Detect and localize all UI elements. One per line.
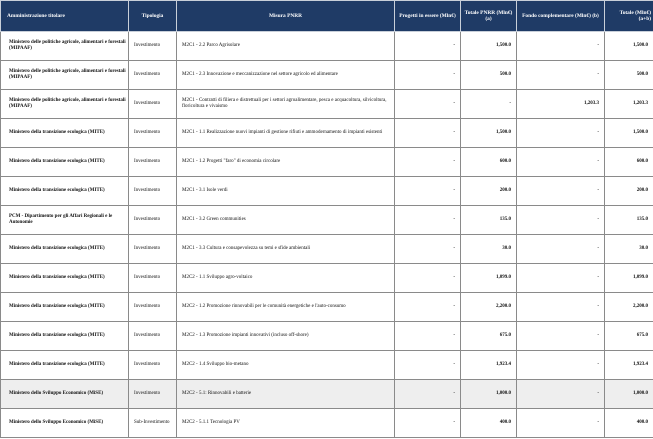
cell-fondo-complementare: - [517, 61, 605, 90]
header-tipologia: Tipologia [129, 1, 177, 32]
cell-progetti: - [395, 264, 461, 293]
table-row [1, 148, 653, 177]
cell-misura: M2C2 - 1.1 Sviluppo agro-voltaico [177, 264, 395, 293]
cell-amministrazione: Ministero delle politiche agricole, alimentari e forestali (MIPAAF) [1, 90, 129, 119]
cell-totale: 1,000.0 [605, 380, 653, 409]
cell-totale-pnrr: 30.0 [461, 235, 517, 264]
cell-totale: 1,099.0 [605, 264, 653, 293]
table-row [1, 61, 653, 90]
cell-progetti: - [395, 177, 461, 206]
cell-totale: 200.0 [605, 177, 653, 206]
header-fondo-complementare: Fondo complementare (Mln€) (b) [517, 1, 605, 32]
cell-fondo-complementare: - [517, 380, 605, 409]
cell-tipologia: Investimento [129, 206, 177, 235]
cell-fondo-complementare: - [517, 148, 605, 177]
cell-totale-pnrr: 135.0 [461, 206, 517, 235]
cell-progetti: - [395, 119, 461, 148]
cell-totale: 135.0 [605, 206, 653, 235]
cell-tipologia: Investimento [129, 32, 177, 61]
cell-totale-pnrr: 2,200.0 [461, 293, 517, 322]
cell-amministrazione: Ministero delle politiche agricole, alimentari e forestali (MIPAAF) [1, 32, 129, 61]
cell-progetti: - [395, 148, 461, 177]
cell-amministrazione: Ministero delle politiche agricole, alimentari e forestali (MIPAAF) [1, 61, 129, 90]
cell-tipologia: Investimento [129, 90, 177, 119]
cell-totale-pnrr: 1,500.0 [461, 119, 517, 148]
cell-totale-pnrr: 1,099.0 [461, 264, 517, 293]
table-row [1, 264, 653, 293]
cell-amministrazione: Ministero della transizione ecologica (MITE) [1, 177, 129, 206]
cell-tipologia: Investimento [129, 293, 177, 322]
cell-fondo-complementare: - [517, 264, 605, 293]
cell-progetti: - [395, 235, 461, 264]
cell-fondo-complementare: - [517, 293, 605, 322]
table-row [1, 206, 653, 235]
table-row [1, 177, 653, 206]
header-totale-pnrr: Totale PNRR (Mln€) (a) [461, 1, 517, 32]
cell-totale: 1,500.0 [605, 119, 653, 148]
cell-totale-pnrr: 1,000.0 [461, 380, 517, 409]
cell-totale-pnrr: 200.0 [461, 177, 517, 206]
cell-totale: 600.0 [605, 148, 653, 177]
cell-fondo-complementare: - [517, 32, 605, 61]
cell-totale-pnrr: 1,923.4 [461, 351, 517, 380]
cell-misura: M2C2 - 1.3 Promozione impianti innovativi (incluso off-shore) [177, 322, 395, 351]
header-progetti: Progetti in essere (Mln€) [395, 1, 461, 32]
cell-misura: M2C2 - 5.1: Rinnovabili e batterie [177, 380, 395, 409]
cell-totale: 400.0 [605, 409, 653, 438]
cell-tipologia: Investimento [129, 148, 177, 177]
table-row [1, 90, 653, 119]
table-row [1, 293, 653, 322]
cell-amministrazione: Ministero della transizione ecologica (MITE) [1, 148, 129, 177]
cell-fondo-complementare: - [517, 409, 605, 438]
header-amministrazione: Amministrazione titolare [1, 1, 129, 32]
cell-progetti: - [395, 293, 461, 322]
cell-progetti: - [395, 409, 461, 438]
cell-tipologia: Investimento [129, 61, 177, 90]
cell-misura: M2C2 - 1.2 Promozione rinnovabili per le comunità energetiche e l'auto-consumo [177, 293, 395, 322]
cell-tipologia: Sub-Investimento [129, 409, 177, 438]
cell-totale: 1,923.4 [605, 351, 653, 380]
cell-fondo-complementare: - [517, 177, 605, 206]
cell-misura: M2C2 - 1.4 Sviluppo bio-metano [177, 351, 395, 380]
cell-tipologia: Investimento [129, 322, 177, 351]
cell-amministrazione: PCM - Dipartimento per gli Affari Regionali e le Autonomie [1, 206, 129, 235]
cell-progetti: - [395, 206, 461, 235]
cell-amministrazione: Ministero della transizione ecologica (MITE) [1, 119, 129, 148]
cell-totale: 2,200.0 [605, 293, 653, 322]
cell-misura: M2C1 - Contratti di filiera e distrettuali per i settori agroalimentare, pesca e acquacoltura, silvicoltura, floricoltura e vivaismo [177, 90, 395, 119]
cell-misura: M2C2 - 5.1.1 Tecnologia PV [177, 409, 395, 438]
cell-fondo-complementare: - [517, 235, 605, 264]
cell-progetti: - [395, 61, 461, 90]
cell-tipologia: Investimento [129, 264, 177, 293]
cell-misura: M2C1 - 3.3 Cultura e consapevolezza su temi e sfide ambientali [177, 235, 395, 264]
cell-amministrazione: Ministero dello Sviluppo Economico (MiSE) [1, 380, 129, 409]
header-misura: Misura PNRR [177, 1, 395, 32]
cell-totale: 1,203.3 [605, 90, 653, 119]
cell-fondo-complementare: - [517, 351, 605, 380]
cell-totale-pnrr: 500.0 [461, 61, 517, 90]
cell-fondo-complementare: - [517, 119, 605, 148]
cell-amministrazione: Ministero della transizione ecologica (MITE) [1, 264, 129, 293]
table-row [1, 119, 653, 148]
header-totale: Totale (Mln€) (a+b) [605, 1, 653, 32]
cell-progetti: - [395, 380, 461, 409]
table-body [1, 32, 653, 438]
cell-amministrazione: Ministero della transizione ecologica (MITE) [1, 322, 129, 351]
cell-totale-pnrr: - [461, 90, 517, 119]
cell-tipologia: Investimento [129, 119, 177, 148]
cell-fondo-complementare: - [517, 322, 605, 351]
cell-progetti: - [395, 32, 461, 61]
table-row [1, 380, 653, 409]
cell-misura: M2C1 - 1.1 Realizzazione nuovi impianti di gestione rifiuti e ammodernamento di impianti esistenti [177, 119, 395, 148]
cell-misura: M2C1 - 1.2 Progetti "faro" di economia circolare [177, 148, 395, 177]
table-row [1, 351, 653, 380]
cell-totale-pnrr: 675.0 [461, 322, 517, 351]
cell-totale-pnrr: 400.0 [461, 409, 517, 438]
cell-misura: M2C1 - 2.3 Innovazione e meccanizzazione nel settore agricolo ed alimentare [177, 61, 395, 90]
cell-progetti: - [395, 322, 461, 351]
table-row [1, 322, 653, 351]
cell-amministrazione: Ministero della transizione ecologica (MITE) [1, 351, 129, 380]
cell-tipologia: Investimento [129, 177, 177, 206]
cell-amministrazione: Ministero della transizione ecologica (MITE) [1, 293, 129, 322]
cell-totale: 30.0 [605, 235, 653, 264]
cell-totale: 1,500.0 [605, 32, 653, 61]
table-row [1, 409, 653, 438]
cell-totale-pnrr: 600.0 [461, 148, 517, 177]
cell-misura: M2C1 - 3.2 Green communities [177, 206, 395, 235]
table-header-row [1, 1, 653, 32]
cell-amministrazione: Ministero della transizione ecologica (MITE) [1, 235, 129, 264]
cell-misura: M2C1 - 2.2 Parco Agrisolare [177, 32, 395, 61]
cell-tipologia: Investimento [129, 351, 177, 380]
cell-totale: 675.0 [605, 322, 653, 351]
cell-misura: M2C1 - 3.1 Isole verdi [177, 177, 395, 206]
cell-progetti: - [395, 351, 461, 380]
cell-totale: 500.0 [605, 61, 653, 90]
cell-fondo-complementare: - [517, 206, 605, 235]
table-row [1, 235, 653, 264]
cell-tipologia: Investimento [129, 235, 177, 264]
cell-fondo-complementare: 1,203.3 [517, 90, 605, 119]
cell-totale-pnrr: 1,500.0 [461, 32, 517, 61]
cell-tipologia: Investimento [129, 380, 177, 409]
cell-progetti: - [395, 90, 461, 119]
table-row [1, 32, 653, 61]
cell-amministrazione: Ministero dello Sviluppo Economico (MiSE) [1, 409, 129, 438]
